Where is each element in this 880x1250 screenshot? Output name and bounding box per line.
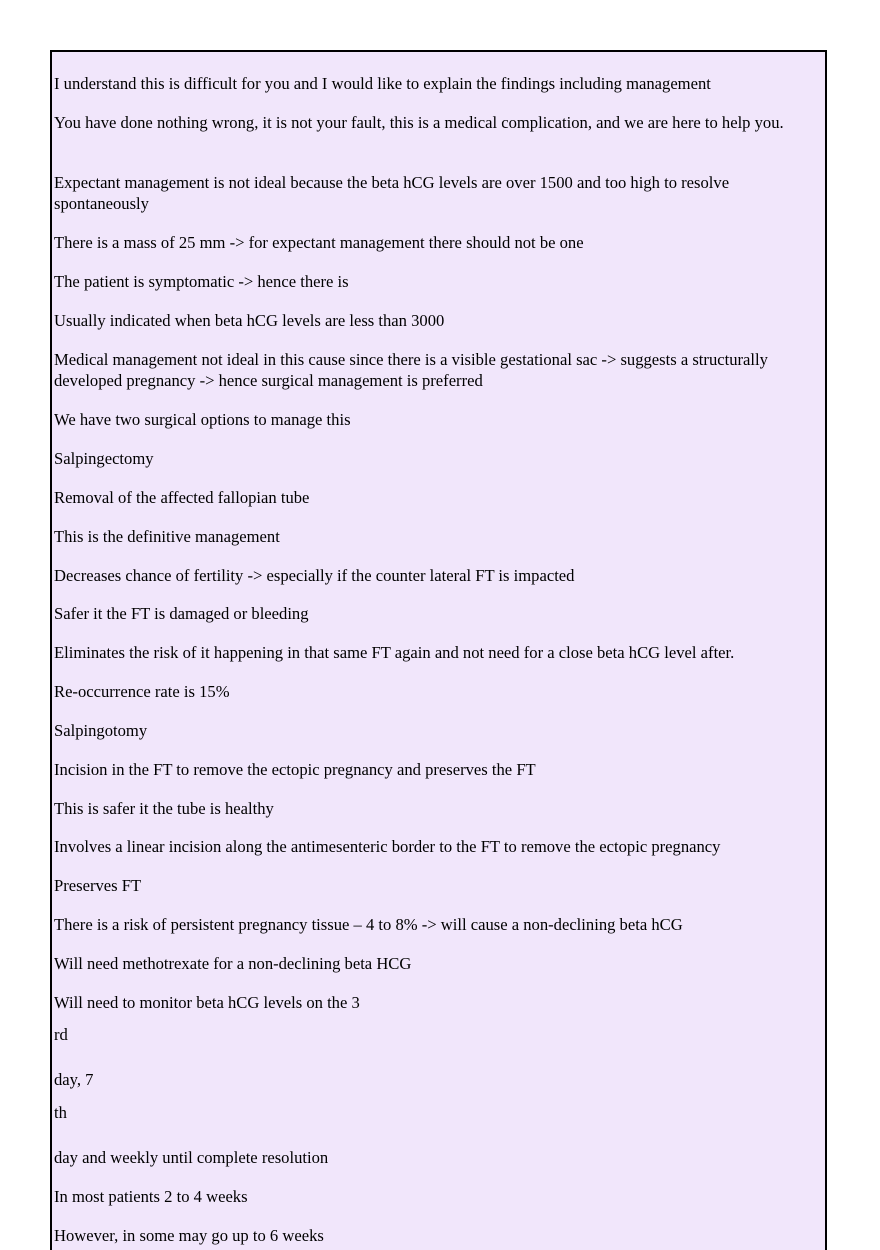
text-line: This is safer it the tube is healthy — [54, 799, 274, 818]
text-line: This is the definitive management — [54, 527, 280, 546]
text-line: There is a risk of persistent pregnancy tissue – 4 to 8% -> will cause a non-declining beta hCG — [54, 915, 683, 934]
text-line: Eliminates the risk of it happening in that same FT again and not need for a close beta hCG level after. — [54, 643, 735, 662]
text-line: In most patients 2 to 4 weeks — [54, 1187, 248, 1206]
text-line: I understand this is difficult for you and I would like to explain the findings including management — [54, 74, 711, 93]
text-line: You have done nothing wrong, it is not your fault, this is a medical complication, and we are here to help you. — [54, 113, 784, 132]
text-line: Salpingectomy — [54, 449, 154, 468]
text-line: Preserves FT — [54, 876, 142, 895]
text-line: Safer it the FT is damaged or bleeding — [54, 604, 309, 623]
text-line: However, in some may go up to 6 weeks — [54, 1226, 324, 1245]
superscript-line: rd — [54, 1025, 68, 1044]
superscript-line: th — [54, 1103, 67, 1122]
text-line: Will need to monitor beta hCG levels on the 3 — [54, 993, 360, 1012]
text-line: Incision in the FT to remove the ectopic pregnancy and preserves the FT — [54, 760, 536, 779]
text-line: Usually indicated when beta hCG levels are less than 3000 — [54, 311, 445, 330]
text-line: The patient is symptomatic -> hence there is — [54, 272, 349, 291]
text-line: day, 7 — [54, 1070, 94, 1089]
text-line: day and weekly until complete resolution — [54, 1148, 329, 1167]
text-line: Salpingotomy — [54, 721, 148, 740]
text-line: Re-occurrence rate is 15% — [54, 682, 230, 701]
text-line: Involves a linear incision along the antimesenteric border to the FT to remove the ectopic pregnancy — [54, 837, 721, 856]
text-line: Removal of the affected fallopian tube — [54, 488, 310, 507]
text-line: Will need methotrexate for a non-declining beta HCG — [54, 954, 412, 973]
text-line: Expectant management is not ideal because the beta hCG levels are over 1500 and too high to resolve spontaneously — [54, 173, 730, 213]
content-box — [50, 50, 827, 1250]
text-line: There is a mass of 25 mm -> for expectant management there should not be one — [54, 233, 584, 252]
text-line: Medical management not ideal in this cause since there is a visible gestational sac -> suggests a structurally developed pregnancy -> hence surgical management is preferred — [54, 350, 768, 390]
text-line: Decreases chance of fertility -> especially if the counter lateral FT is impacted — [54, 566, 575, 585]
text-line: We have two surgical options to manage this — [54, 410, 351, 429]
